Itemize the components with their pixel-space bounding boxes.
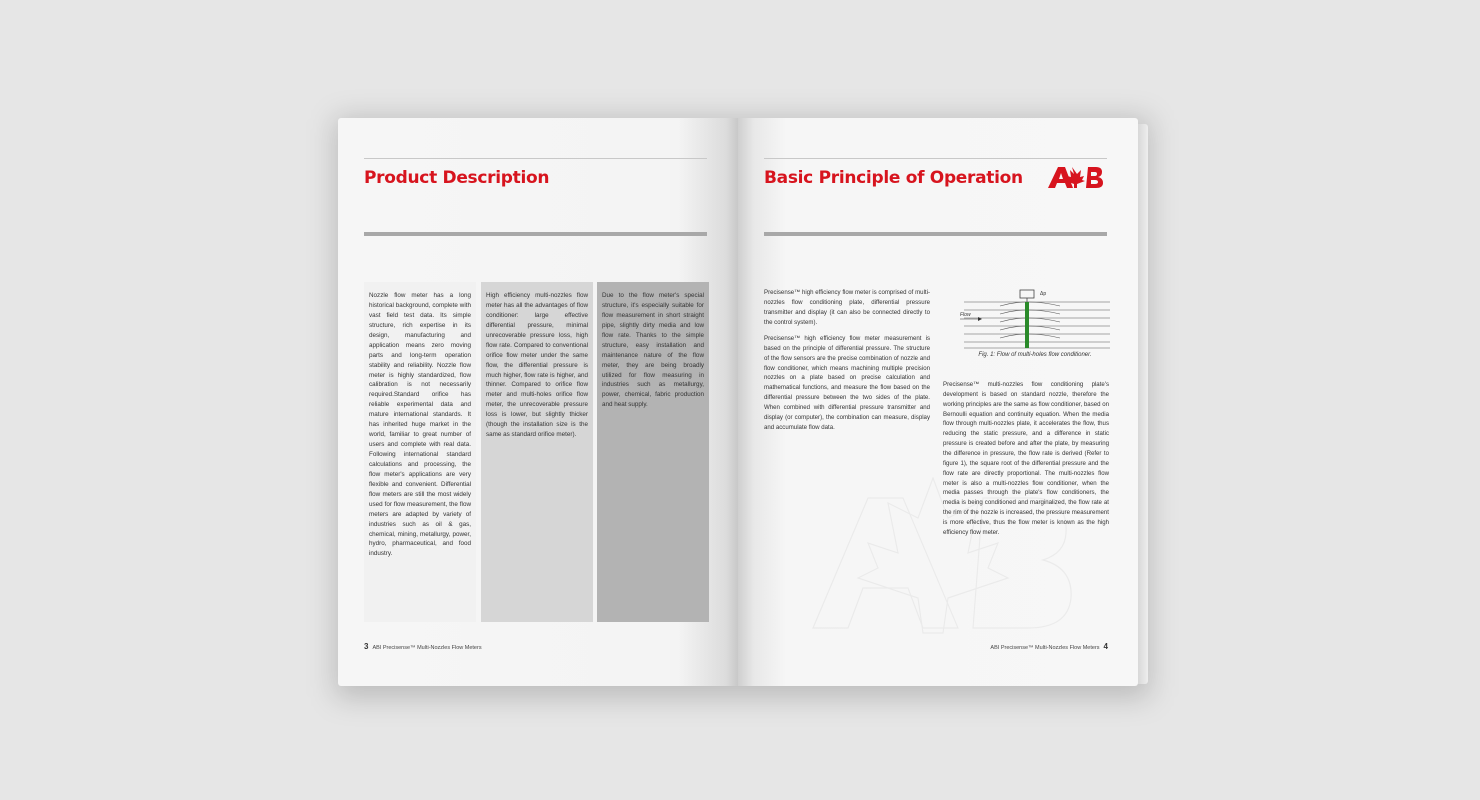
text-column-2: High efficiency multi-nozzles flow meter has all the advantages of flow conditioner: large effective differential pressure, minimal unrecoverable pressure loss, high flow rate. Compared to conventional orifice flow meter under the same flow, the differential pressure is much higher, flow rate is higher, and thinner. Compared to orifice flow meter and multi-holes orifice flow meter, the unrecoverable pressure loss is lower, but slightly thicker (though the installation size is the same as standard orifice meter).	[481, 282, 593, 622]
page-footer	[990, 642, 1108, 651]
abi-logo	[1046, 164, 1104, 195]
flow-label: Flow	[960, 312, 971, 318]
footer-text: ABI Precisense™ Multi-Nozzles Flow Meters	[990, 645, 1100, 651]
left-page	[338, 118, 738, 686]
flow-conditioner-figure	[960, 288, 1110, 350]
development-paragraph: Precisense™ multi-nozzles flow conditioning plate's development is based on standard nozzle, therefore the working principles are the same as flow conditioner, based on Bernoulli equation and continuity equation. When the media flow through multi-nozzles plate, it accelerates the flow, thus reducing the static pressure, and a difference in static pressure is created before and after the plate, by measuring the difference in pressure, the flow rate is derived (Refer to figure 1), the square root of the differential pressure and the flow rate are directly proportional. The multi-nozzles flow meter is also a multi-nozzles flow conditioner, when the media passes through the plate's flow conditioners, the media is being conditioned and marginalized, the flow rate at the rim of the nozzle is increased, the pressure measurement is more effective, thus the flow meter is known as the high efficiency flow meter.	[943, 381, 1109, 536]
page-heading: Product Description	[364, 168, 550, 188]
figure-caption: Fig. 1: Flow of multi-holes flow conditioner.	[978, 352, 1092, 358]
text-column-3: Due to the flow meter's special structure, it's especially suitable for flow measurement in short straight pipe, slightly dirty media and low flow rate. Thanks to the simple structure, easy installation and maintenance nature of the flow meter, they are being broadly utilized for flow measuring in industries such as metallurgy, power, chemical, fabric production and heat supply.	[597, 282, 709, 622]
principle-paragraph: Precisense™ high efficiency flow meter measurement is based on the principle of differential pressure. The structure of the flow sensors are the precise combination of nozzle and flow conditioner, which means machining multiple precision nozzles on a plate based on precise calculation and mathematical functions, and measure the flow based on the differential pressure between the two sides of the plate. When combined with differential pressure transmitter and display (or computer), the combination can measure, display and accumulate flow data.	[764, 335, 930, 431]
top-rule	[764, 158, 1107, 159]
top-rule	[364, 158, 707, 159]
section-rule	[364, 232, 707, 236]
page-number: 3	[364, 642, 369, 651]
right-page	[738, 118, 1138, 686]
dp-label: Δp	[1040, 291, 1047, 297]
section-rule	[764, 232, 1107, 236]
page-footer	[364, 642, 482, 651]
page-edge	[1138, 124, 1148, 684]
text-column-1: Nozzle flow meter has a long historical background, complete with vast field test data. Its simple structure, rich expertise in its design, manufacturing and application means zero moving parts and long-term operation stability and reliability. Nozzle flow meter is highly standardized, flow calibration is not necessarily required.Standard orifice has reliable experimental data and mature international standards. It has inherited huge market in the world, familiar to great number of users and complete with real data. Following international standard calculations and processing, the flow meter's applications are very flexible and convenient. Differential flow meters are still the most widely used for flow measurement, the flow meters are adapted by variety of industries such as oil & gas, chemical, mining, metallurgy, power, hydro, pharmaceutical, and food industry.	[364, 282, 476, 622]
footer-text: ABI Precisense™ Multi-Nozzles Flow Meters	[372, 645, 482, 651]
page-heading: Basic Principle of Operation	[764, 168, 1023, 188]
intro-paragraph: Precisense™ high efficiency flow meter is comprised of multi-nozzles flow conditioning plate, differential pressure transmitter and display (it can also be connected directly to the control system).	[764, 289, 930, 326]
page-number: 4	[1103, 642, 1108, 651]
